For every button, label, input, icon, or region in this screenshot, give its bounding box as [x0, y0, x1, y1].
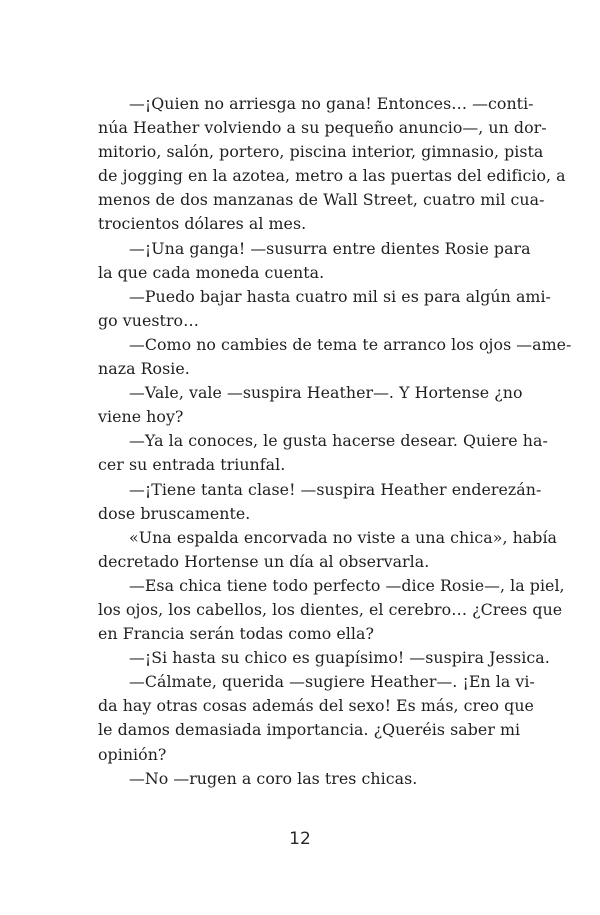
- text-line: —¡Tiene tanta clase! —suspira Heather enderezán-: [129, 479, 542, 499]
- text-line: —Esa chica tiene todo perfecto —dice Rosie—, la piel,: [129, 575, 565, 595]
- text-line: de jogging en la azotea, metro a las puertas del edificio, a: [98, 166, 566, 186]
- text-line: —Cálmate, querida —sugiere Heather—. ¡En la vi-: [129, 672, 535, 692]
- text-line: —Vale, vale —suspira Heather—. Y Hortense ¿no: [129, 383, 523, 403]
- text-line: da hay otras cosas además del sexo! Es más, creo que: [98, 696, 534, 716]
- text-line: —¡Quien no arriesga no gana! Entonces… —conti-: [129, 94, 534, 113]
- text-line: —Puedo bajar hasta cuatro mil si es para algún ami-: [129, 286, 551, 306]
- text-line: opinión?: [98, 744, 167, 764]
- text-line: —¡Una ganga! —susurra entre dientes Rosie para: [129, 238, 531, 258]
- page-number: 12: [289, 829, 311, 849]
- text-line: dose bruscamente.: [98, 503, 251, 523]
- body-text: [98, 92, 572, 791]
- text-line: —No —rugen a coro las tres chicas.: [129, 768, 418, 788]
- text-line: «Una espalda encorvada no viste a una chica», había: [129, 527, 558, 547]
- text-line: decretado Hortense un día al observarla.: [98, 551, 430, 571]
- text-line: mitorio, salón, portero, piscina interior, gimnasio, pista: [98, 142, 544, 162]
- text-line: go vuestro…: [98, 310, 199, 330]
- text-line: naza Rosie.: [98, 359, 190, 379]
- text-line: trocientos dólares al mes.: [98, 214, 307, 234]
- text-line: —¡Si hasta su chico es guapísimo! —suspira Jessica.: [129, 648, 550, 668]
- text-line: en Francia serán todas como ella?: [98, 624, 374, 644]
- text-line: cer su entrada triunfal.: [98, 455, 286, 475]
- text-line: —Como no cambies de tema te arranco los ojos —ame-: [129, 334, 572, 354]
- text-line: núa Heather volviendo a su pequeño anuncio—, un dor-: [98, 118, 547, 138]
- text-line: viene hoy?: [98, 407, 184, 427]
- text-line: la que cada moneda cuenta.: [98, 262, 325, 282]
- text-line: los ojos, los cabellos, los dientes, el cerebro… ¿Crees que: [98, 599, 563, 619]
- text-line: menos de dos manzanas de Wall Street, cuatro mil cua-: [98, 190, 545, 210]
- text-line: le damos demasiada importancia. ¿Queréis saber mi: [98, 720, 521, 740]
- text-line: —Ya la conoces, le gusta hacerse desear. Quiere ha-: [129, 431, 548, 451]
